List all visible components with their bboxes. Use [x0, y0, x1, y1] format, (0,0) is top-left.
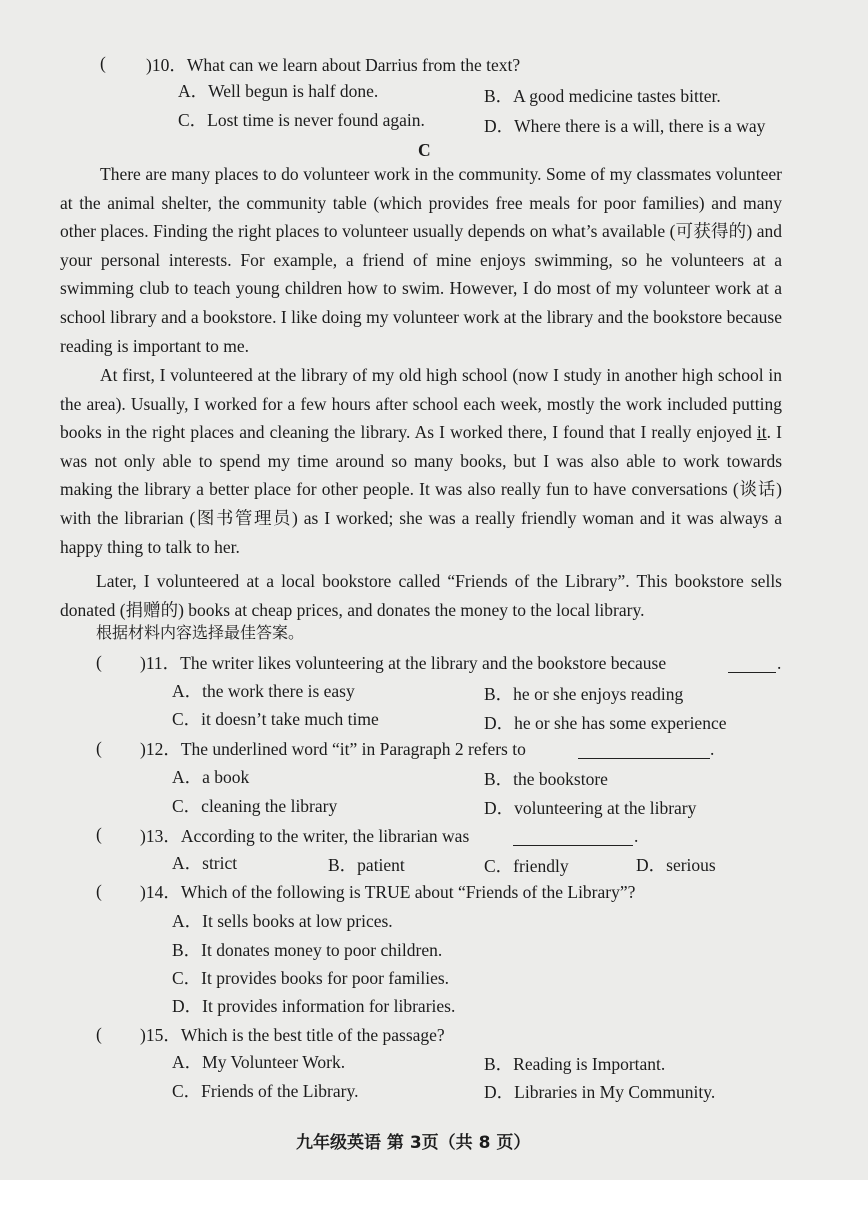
q14-option-c: C．It provides books for poor families.	[172, 968, 450, 988]
bottom-margin	[0, 1180, 868, 1227]
q13-stem: )13．According to the writer, the librarian was	[140, 826, 470, 846]
q10-stem: )10．What can we learn about Darrius from the text?	[146, 55, 521, 75]
q12-option-d: D．volunteering at the library	[484, 798, 697, 818]
section-label: C	[418, 140, 431, 160]
q12-answer-blank	[578, 742, 710, 759]
q15-paren: (	[96, 1024, 102, 1044]
q10-paren: (	[100, 53, 106, 73]
page-footer: 九年级英语 第 3页（共 8 页）	[296, 1133, 531, 1153]
q13-answer-blank	[513, 829, 633, 846]
q13-option-d: D．serious	[636, 855, 716, 875]
q12-option-a: A．a book	[172, 767, 250, 787]
underlined-word-it: it	[756, 422, 767, 443]
q10-option-c: C．Lost time is never found again.	[178, 110, 425, 130]
paragraph-2-text-before: At first, I volunteered at the library of my old high school (now I study in another high school in the area). Usually, I worked for a few hours after school each week, mostly the work included putting books in the right places and cleaning the library. As I worked there, I found that I really enjoyed	[60, 365, 782, 443]
q10-option-d: D．Where there is a will, there is a way	[484, 116, 766, 136]
q10-option-b: B．A good medicine tastes bitter.	[484, 86, 721, 106]
q15-stem: )15．Which is the best title of the passage?	[140, 1025, 445, 1045]
q14-option-a: A．It sells books at low prices.	[172, 911, 393, 931]
q15-option-d: D．Libraries in My Community.	[484, 1082, 716, 1102]
instruction-text: 根据材料内容选择最佳答案。	[96, 623, 305, 642]
passage-paragraph-2	[60, 361, 782, 561]
passage-paragraph-1: There are many places to do volunteer work in the community. Some of my classmates volunteer at the animal shelter, the community table (which provides free meals for poor families) and many other places. Finding the right places to volunteer usually depends on what’s available (可获得的) and your personal interests. For example, a friend of mine enjoys swimming, so he volunteers at a swimming club to teach young children how to swim. However, I do most of my volunteer work at a school library and a bookstore. I like doing my volunteer work at the library and the bookstore because reading is important to me.	[60, 164, 782, 356]
q11-option-b: B．he or she enjoys reading	[484, 684, 684, 704]
q12-paren: (	[96, 738, 102, 758]
q11-option-d: D．he or she has some experience	[484, 713, 727, 733]
q13-paren: (	[96, 824, 102, 844]
q11-answer-blank	[728, 656, 776, 673]
q11-option-a: A．the work there is easy	[172, 681, 355, 701]
q10-option-a: A．Well begun is half done.	[178, 81, 379, 101]
q15-option-c: C．Friends of the Library.	[172, 1081, 359, 1101]
q13-option-a: A．strict	[172, 853, 238, 873]
q13-option-b: B．patient	[328, 855, 405, 875]
q12-stem: )12．The underlined word “it” in Paragraph 2 refers to	[140, 739, 526, 759]
q14-stem: )14．Which of the following is TRUE about “Friends of the Library”?	[140, 882, 636, 902]
q11-stem: )11．The writer likes volunteering at the library and the bookstore because	[140, 653, 667, 673]
passage-paragraph-3: Later, I volunteered at a local bookstore called “Friends of the Library”. This bookstore sells donated (捐赠的) books at cheap prices, and donates the money to the local library.	[60, 571, 782, 620]
q12-option-c: C．cleaning the library	[172, 796, 338, 816]
q15-option-a: A．My Volunteer Work.	[172, 1052, 346, 1072]
q13-end: .	[634, 826, 639, 846]
q11-option-c: C．it doesn’t take much time	[172, 709, 379, 729]
q15-option-b: B．Reading is Important.	[484, 1054, 666, 1074]
q11-end: .	[777, 653, 782, 673]
q12-option-b: B．the bookstore	[484, 769, 608, 789]
paragraph-2-text-after: . I was not only able to spend my time around so many books, but I was also able to work towards making the library a better place for other people. It was also really fun to have conversations (谈话) with the librarian (图书管理员) as I worked; she was a really friendly woman and it was always a happy thing to talk to her.	[60, 422, 782, 557]
q13-option-c: C．friendly	[484, 856, 569, 876]
q11-paren: (	[96, 652, 102, 672]
q12-end: .	[710, 739, 715, 759]
q14-option-b: B．It donates money to poor children.	[172, 940, 443, 960]
q14-paren: (	[96, 881, 102, 901]
q14-option-d: D．It provides information for libraries.	[172, 996, 456, 1016]
